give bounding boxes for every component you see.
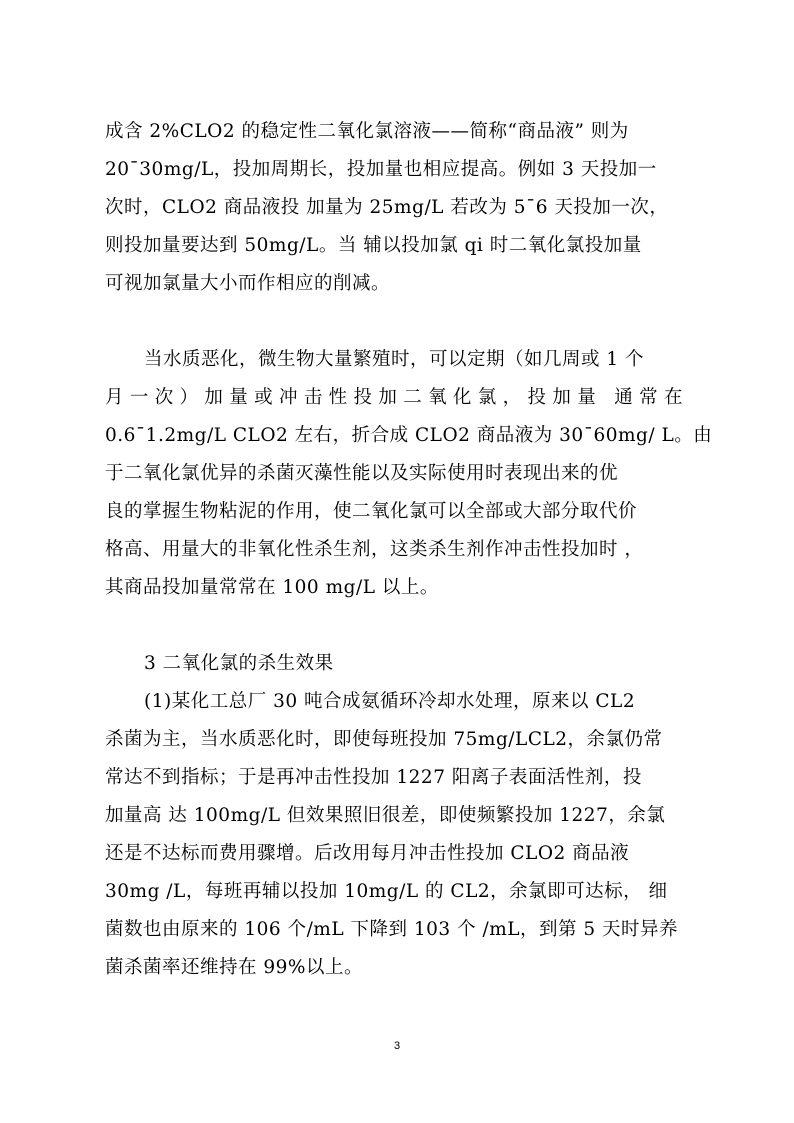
paragraph-2-line-2: 月一次）加量或冲击性投加二氧化氯，投加量 通常在 (105, 387, 683, 408)
paragraph-1-line-4: 则投加量要达到 50mg/L。当 辅以投加氯 qi 时二氧化氯投加量 (105, 235, 642, 256)
section-3-line-6: 30mg /L，每班再辅以投加 10mg/L 的 CL2，余氯即可达标， 细 (105, 881, 668, 902)
section-3-line-1: (1)某化工总厂 30 吨合成氨循环冷却水处理，原来以 CL2 (144, 691, 636, 712)
section-3-line-8: 菌杀菌率还维持在 99%以上。 (105, 957, 364, 978)
paragraph-1-line-2: 20¯30mg/L，投加周期长，投加量也相应提高。例如 3 天投加一 (105, 159, 657, 180)
section-3-line-7: 菌数也由原来的 106 个/mL 下降到 103 个 /mL，到第 5 天时异养 (105, 919, 679, 940)
section-3-line-4: 加量高 达 100mg/L 但效果照旧很差，即使频繁投加 1227，余氯 (105, 805, 666, 826)
paragraph-2-line-7: 其商品投加量常常在 100 mg/L 以上。 (105, 577, 439, 598)
paragraph-2-line-6: 格高、用量大的非氧化性杀生剂，这类杀生剂作冲击性投加时 ， (105, 539, 644, 560)
section-3-line-5: 还是不达标而费用骤增。后改用每月冲击性投加 CLO2 商品液 (105, 843, 630, 864)
paragraph-2-line-1: 当水质恶化，微生物大量繁殖时，可以定期（如几周或 1 个 (144, 349, 645, 370)
page-number: 3 (393, 1040, 401, 1052)
section-3-line-2: 杀菌为主，当水质恶化时，即使每班投加 75mg/LCL2，余氯仍常 (105, 729, 663, 750)
paragraph-2-line-4: 于二氧化氯优异的杀菌灭藻性能以及实际使用时表现出来的优 (105, 463, 619, 484)
paragraph-1-line-5: 可视加氯量大小而作相应的削减。 (105, 273, 391, 294)
paragraph-1-line-3: 次时，CLO2 商品液投 加量为 25mg/L 若改为 5¯6 天投加一次， (105, 197, 669, 218)
paragraph-2-line-5: 良的掌握生物粘泥的作用，使二氧化氯可以全部或大部分取代价 (105, 501, 638, 522)
section-3-line-3: 常达不到指标；于是再冲击性投加 1227 阳离子表面活性剂，投 (105, 767, 642, 788)
paragraph-1-line-1: 成含 2%CLO2 的稳定性二氧化氯溶液——简称“商品液” 则为 (105, 121, 629, 142)
paragraph-2-line-3: 0.6¯1.2mg/L CLO2 左右，折合成 CLO2 商品液为 30¯60mg/ L。由 (105, 425, 713, 446)
section-3-heading: 3 二氧化氯的杀生效果 (144, 653, 334, 674)
